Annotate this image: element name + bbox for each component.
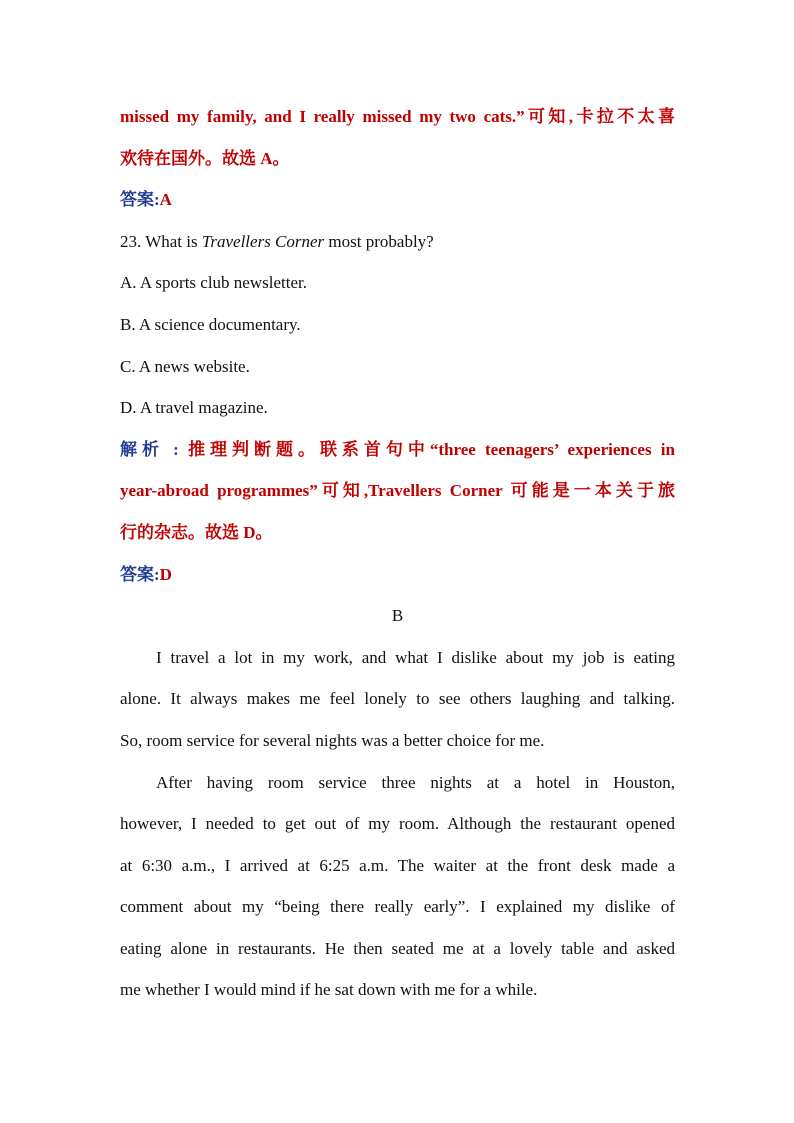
explanation-23-text-1: 推理判断题。联系首句中“three teenagers’ experiences in	[188, 439, 675, 459]
option-a: A. A sports club newsletter.	[120, 273, 307, 293]
document-page	[120, 96, 675, 1011]
section-heading: B	[391, 606, 404, 626]
passage-line: So, room service for several nights was a better choice for me.	[120, 730, 545, 750]
explanation-label: 解析 :	[120, 439, 189, 459]
passage-line: alone. It always makes me feel lonely to see others laughing and talking.	[120, 689, 675, 709]
question-rest: most probably?	[324, 231, 434, 251]
question-italic-title: Travellers Corner	[201, 231, 325, 251]
answer-label: 答案:	[120, 190, 160, 210]
passage-line: comment about my “being there really early”. I explained my dislike of	[120, 897, 675, 917]
passage-line: I travel a lot in my work, and what I dislike about my job is eating	[156, 647, 675, 667]
answer-label: 答案:	[120, 564, 160, 584]
option-d: D. A travel magazine.	[120, 398, 268, 418]
passage-line: however, I needed to get out of my room. Although the restaurant opened	[120, 814, 675, 834]
explanation-22-line-1: missed my family, and I really missed my two cats.”可知,卡拉不太喜	[120, 107, 675, 126]
answer-22	[120, 179, 675, 221]
question-23-stem	[120, 221, 675, 263]
answer-23	[120, 554, 675, 596]
passage-line: eating alone in restaurants. He then seated me at a lovely table and asked	[120, 938, 675, 958]
passage-line: After having room service three nights at a hotel in Houston,	[156, 772, 675, 792]
option-b: B. A science documentary.	[120, 314, 301, 334]
question-number: 23. What is	[120, 231, 202, 251]
explanation-22-line-2: 欢待在国外。故选 A。	[120, 148, 290, 168]
explanation-23-line-1	[120, 429, 675, 471]
option-c: C. A news website.	[120, 356, 250, 376]
passage-line: me whether I would mind if he sat down with me for a while.	[120, 980, 538, 1000]
answer-value: D	[159, 564, 172, 584]
passage-line: at 6:30 a.m., I arrived at 6:25 a.m. The waiter at the front desk made a	[120, 855, 675, 875]
explanation-23-line-2: year-abroad programmes”可知,Travellers Corner 可能是一本关于旅	[120, 481, 675, 501]
explanation-23-line-3: 行的杂志。故选 D。	[120, 522, 273, 542]
answer-value: A	[159, 190, 172, 210]
